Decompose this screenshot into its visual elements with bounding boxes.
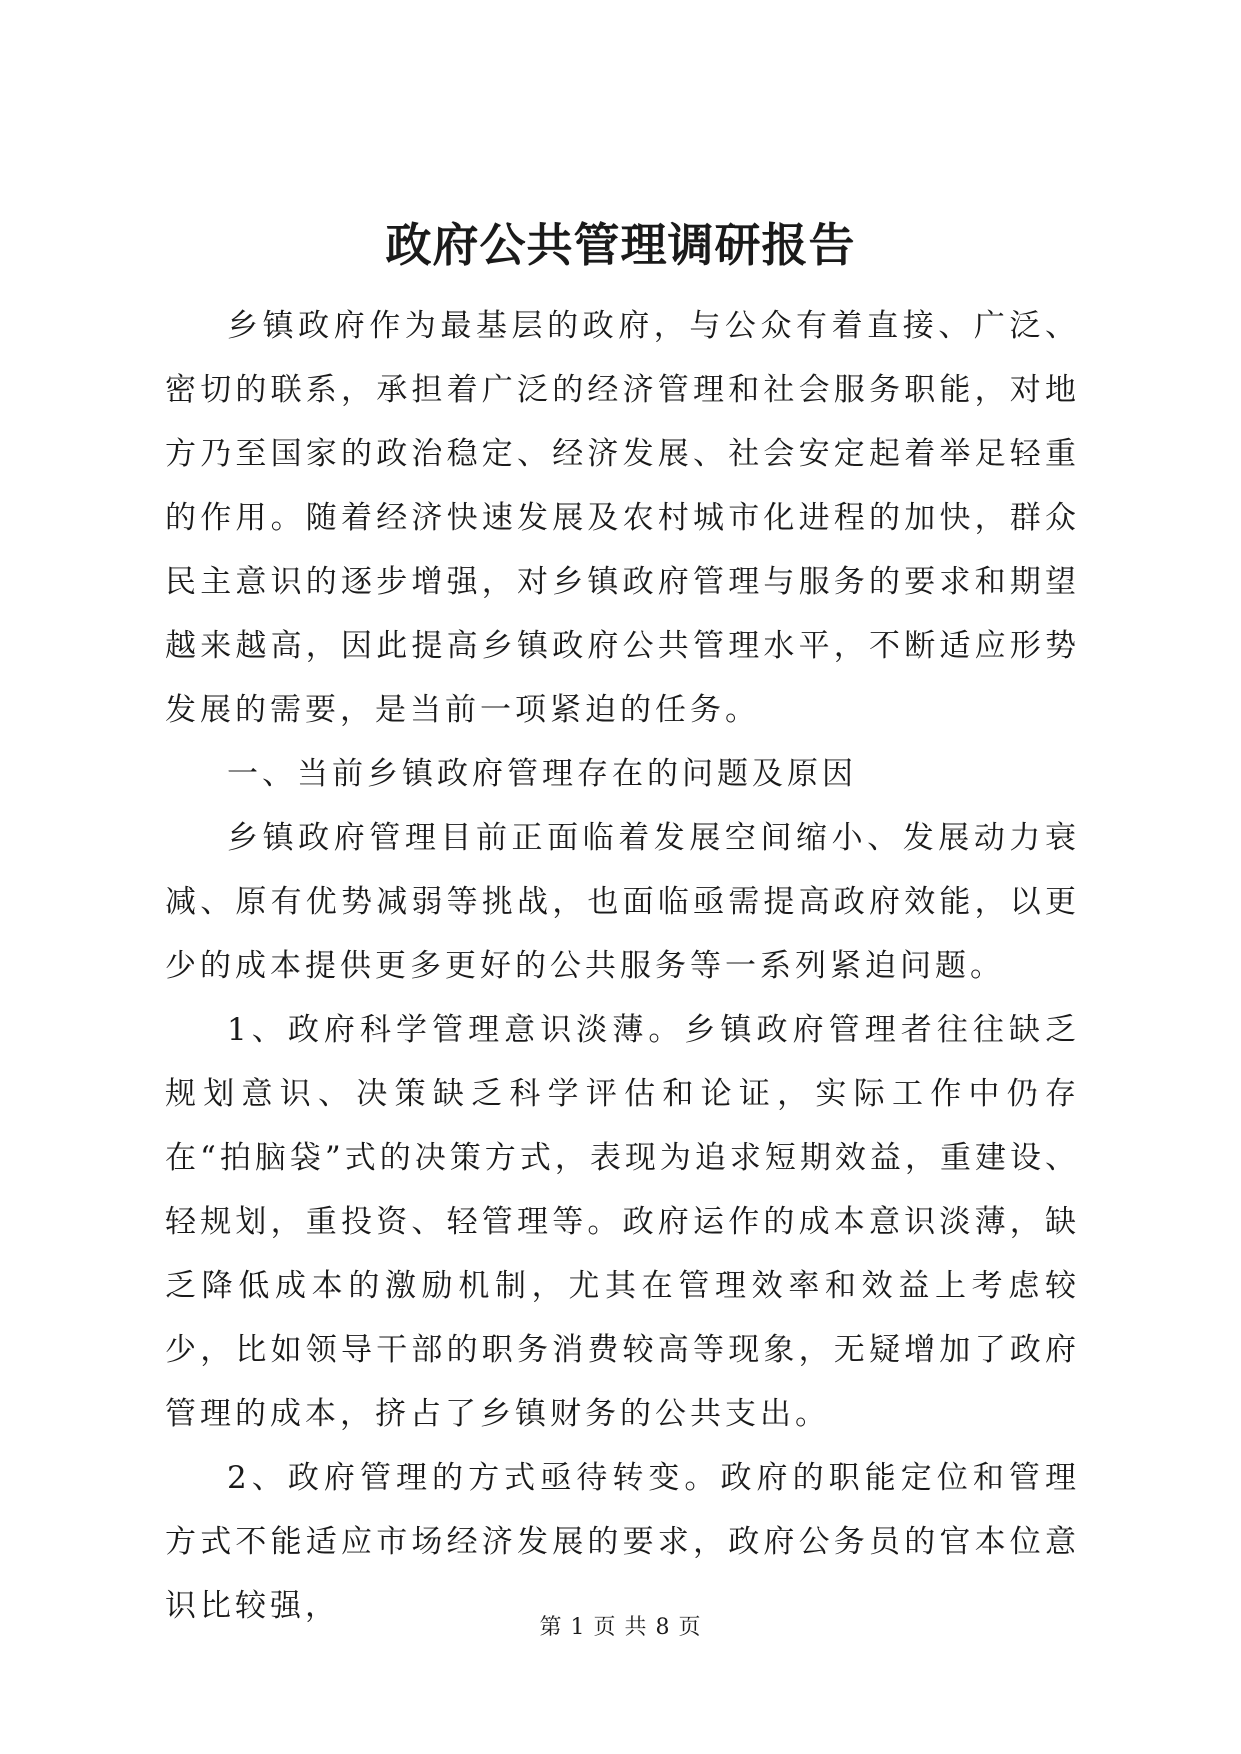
paragraph-point-2: 2、政府管理的方式亟待转变。政府的职能定位和管理方式不能适应市场经济发展的要求，政府公务员的官本位意识比较强， bbox=[165, 1460, 1080, 1624]
document-body bbox=[165, 294, 1080, 1638]
paragraph-section-1: 乡镇政府管理目前正面临着发展空间缩小、发展动力衰减、原有优势减弱等挑战，也面临亟需提高政府效能，以更少的成本提供更多更好的公共服务等一系列紧迫问题。 bbox=[165, 820, 1080, 984]
paragraph-point-1: 1、政府科学管理意识淡薄。乡镇政府管理者往往缺乏规划意识、决策缺乏科学评估和论证，实际工作中仍存在“拍脑袋”式的决策方式，表现为追求短期效益，重建设、轻规划，重投资、轻管理等。政府运作的成本意识淡薄，缺乏降低成本的激励机制，尤其在管理效率和效益上考虑较少，比如领导干部的职务消费较高等现象，无疑增加了政府管理的成本，挤占了乡镇财务的公共支出。 bbox=[165, 1012, 1080, 1432]
paragraph-intro: 乡镇政府作为最基层的政府，与公众有着直接、广泛、密切的联系，承担着广泛的经济管理和社会服务职能，对地方乃至国家的政治稳定、经济发展、社会安定起着举足轻重的作用。随着经济快速发展及农村城市化进程的加快，群众民主意识的逐步增强，对乡镇政府管理与服务的要求和期望越来越高，因此提高乡镇政府公共管理水平，不断适应形势发展的需要，是当前一项紧迫的任务。 bbox=[165, 308, 1080, 728]
page-footer: 第 1 页 共 8 页 bbox=[539, 1615, 702, 1640]
section-heading-1: 一、当前乡镇政府管理存在的问题及原因 bbox=[227, 756, 857, 792]
document-title: 政府公共管理调研报告 bbox=[385, 218, 856, 272]
